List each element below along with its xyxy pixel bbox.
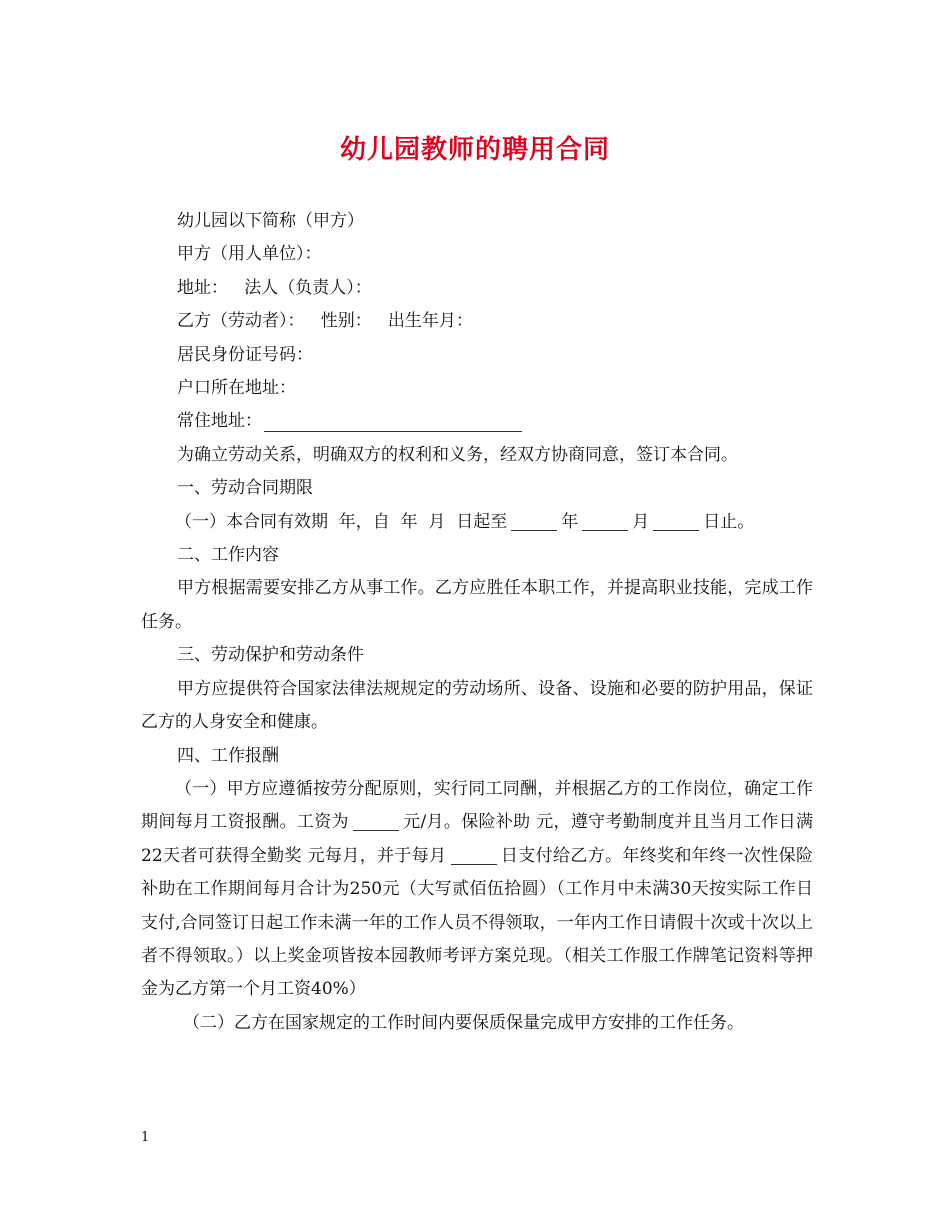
text-line: 甲方（用人单位）： [177,244,322,265]
text-line: 乙方（劳动者）： 性别： 出生年月： [177,311,473,332]
blank-field [582,510,628,531]
address-blank [264,409,522,432]
paragraph: 甲方根据需要安排乙方从事工作。乙方应胜任本职工作，并提高职业技能，完成工作任务。 [141,578,813,632]
text-line: 户口所在地址： [177,378,296,399]
section-heading: 一、劳动合同期限 [177,478,313,499]
text-line: 地址： 法人（负责人）： [177,277,372,298]
section-heading: 二、工作内容 [177,545,279,566]
term-day: 日止。 [703,511,755,532]
paragraph: 甲方应提供符合国家法律法规规定的劳动场所、设备、设施和必要的防护用品，保证乙方的人身安全和健康。 [141,678,813,733]
blank-field [511,510,557,531]
blank-field [353,810,399,831]
address-line [141,405,813,438]
term-text: （一）本合同有效期 年，自 年 月 日起至 [175,511,508,532]
section-heading: 三、劳动保护和劳动条件 [177,645,364,666]
section-heading: 四、工作报酬 [177,745,279,766]
text-line: 居民身份证号码： [177,344,313,365]
page-number: 1 [141,1130,150,1145]
term-year: 年 [561,511,579,532]
paragraph [141,773,813,1007]
term-line [141,506,813,539]
document-body [141,205,813,1040]
term-month: 月 [632,511,650,532]
text-line: 幼儿园以下简称（甲方） [177,211,364,231]
address-label: 常住地址： [177,411,262,432]
salary-text-2: 元/月。保险补助 元，遵守考勤制度并且当月工作日满22天者可获得全勤奖 元每月，并于每月 [141,812,814,866]
text-line: 为确立劳动关系，明确双方的权利和义务，经双方协商同意，签订本合同。 [177,444,738,465]
blank-field [653,510,699,531]
paragraph: （二）乙方在国家规定的工作时间内要保质保量完成甲方安排的工作任务。 [183,1012,744,1033]
salary-text: （一）甲方应遵循按劳分配原则，实行同工同酬，并根据乙方的工作岗位，确定工作期间每月工资报酬。工资为 [141,778,813,833]
document-title: 幼儿园教师的聘用合同 [339,135,610,165]
blank-field [451,844,497,865]
salary-text-3: 日支付给乙方。年终奖和年终一次性保险补助在工作期间每月合计为250元（大写贰佰伍拾圆）（工作月中未满30天按实际工作日支付,合同签订日起工作未满一年的工作人员不得领取，一年内工作日请假十次或十次以上者不得领取。）以上奖金项皆按本园教师考评方案兑现。（相关工作服工作牌笔记资料等押金为乙方第一个月工资40%） [141,845,813,1000]
